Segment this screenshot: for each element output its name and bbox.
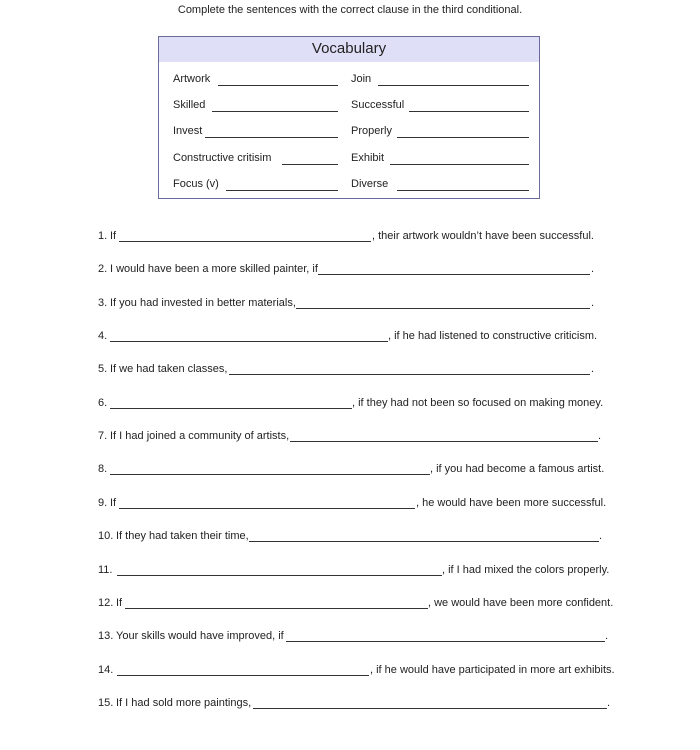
sentence-end: , if I had mixed the colors properly.: [442, 564, 610, 576]
sentence-end: .: [591, 263, 595, 275]
instructions: Complete the sentences with the correct clause in the third conditional.: [177, 4, 523, 16]
sentence-number: 5.: [98, 363, 108, 375]
sentence-number: 6.: [98, 397, 108, 409]
vocab-word: Join: [351, 73, 372, 85]
answer-blank[interactable]: [110, 474, 430, 475]
sentence-end: .: [591, 297, 595, 309]
vocab-word: Diverse: [351, 178, 389, 190]
vocab-word: Skilled: [173, 99, 206, 111]
sentence-start: If I had sold more paintings,: [116, 697, 252, 709]
answer-blank[interactable]: [119, 508, 415, 509]
vocabulary-title: Vocabulary: [159, 37, 539, 62]
answer-blank[interactable]: [290, 441, 598, 442]
sentence-start: If you had invested in better materials,: [110, 297, 296, 309]
vocab-item: [173, 125, 202, 139]
answer-blank[interactable]: [110, 408, 352, 409]
answer-blank[interactable]: [110, 341, 388, 342]
answer-blank[interactable]: [296, 308, 590, 309]
answer-blank[interactable]: [249, 541, 599, 542]
sentence-start: If: [110, 497, 117, 509]
vocab-item: [351, 99, 404, 113]
sentence-start: If we had taken classes,: [110, 363, 228, 375]
sentence-end: , we would have been more confident.: [428, 597, 614, 609]
sentence-start: I would have been a more skilled painter, if: [110, 263, 318, 275]
sentence-start: If they had taken their time,: [116, 530, 249, 542]
vocab-blank[interactable]: [205, 137, 338, 138]
vocabulary-grid: [159, 62, 539, 198]
sentence-number: 9.: [98, 497, 108, 509]
answer-blank[interactable]: [286, 641, 605, 642]
vocab-word: Focus (v): [173, 178, 219, 190]
sentence-end: .: [605, 630, 609, 642]
vocab-word: Successful: [351, 99, 405, 111]
sentence-end: .: [607, 697, 611, 709]
sentence-start: If: [110, 230, 117, 242]
vocab-blank[interactable]: [282, 164, 338, 165]
sentence-number: 2.: [98, 263, 108, 275]
vocab-item: [173, 99, 205, 113]
sentence-number: 12.: [98, 597, 114, 609]
sentence-end: , if you had become a famous artist.: [430, 463, 605, 475]
sentence-start: If I had joined a community of artists,: [110, 430, 290, 442]
vocab-item: [351, 152, 384, 166]
sentence-number: 11.: [98, 564, 113, 576]
vocab-item: [351, 73, 371, 87]
sentence-end: , he would have been more successful.: [416, 497, 607, 509]
sentence-end: , if they had not been so focused on making money.: [352, 397, 604, 409]
sentence-end: .: [598, 430, 602, 442]
vocabulary-box: [158, 36, 540, 199]
vocab-item: [351, 125, 392, 139]
answer-blank[interactable]: [117, 675, 369, 676]
vocab-blank[interactable]: [226, 190, 338, 191]
vocab-blank[interactable]: [378, 85, 529, 86]
answer-blank[interactable]: [229, 374, 590, 375]
answer-blank[interactable]: [253, 708, 607, 709]
sentence-number: 1.: [98, 230, 108, 242]
vocab-item: [173, 152, 271, 166]
sentence-number: 14.: [98, 664, 114, 676]
sentence-end: .: [599, 530, 603, 542]
vocab-word: Properly: [351, 125, 392, 137]
vocab-blank[interactable]: [212, 111, 338, 112]
answer-blank[interactable]: [117, 575, 442, 576]
sentence-number: 3.: [98, 297, 108, 309]
vocab-word: Constructive critisim: [173, 152, 272, 164]
sentence-number: 13.: [98, 630, 114, 642]
sentence-number: 4.: [98, 330, 108, 342]
vocab-word: Invest: [173, 125, 203, 137]
sentence-number: 8.: [98, 463, 108, 475]
vocab-blank[interactable]: [409, 111, 529, 112]
vocab-blank[interactable]: [397, 190, 529, 191]
sentence-start: If: [116, 597, 123, 609]
sentence-start: Your skills would have improved, if: [116, 630, 284, 642]
sentence-number: 10.: [98, 530, 114, 542]
vocab-blank[interactable]: [397, 137, 529, 138]
sentence-end: .: [591, 363, 595, 375]
sentence-end: , if he had listened to constructive criticism.: [388, 330, 598, 342]
vocab-word: Artwork: [173, 73, 211, 85]
sentence-end: , their artwork wouldn’t have been successful.: [372, 230, 594, 242]
vocab-item: [173, 178, 219, 192]
answer-blank[interactable]: [318, 274, 590, 275]
answer-blank[interactable]: [125, 608, 428, 609]
sentence-number: 7.: [98, 430, 108, 442]
vocab-word: Exhibit: [351, 152, 385, 164]
answer-blank[interactable]: [119, 241, 371, 242]
vocab-blank[interactable]: [218, 85, 338, 86]
vocab-item: [351, 178, 388, 192]
sentence-number: 15.: [98, 697, 114, 709]
sentence-end: , if he would have participated in more art exhibits.: [370, 664, 615, 676]
vocab-item: [173, 73, 210, 87]
vocab-blank[interactable]: [390, 164, 529, 165]
